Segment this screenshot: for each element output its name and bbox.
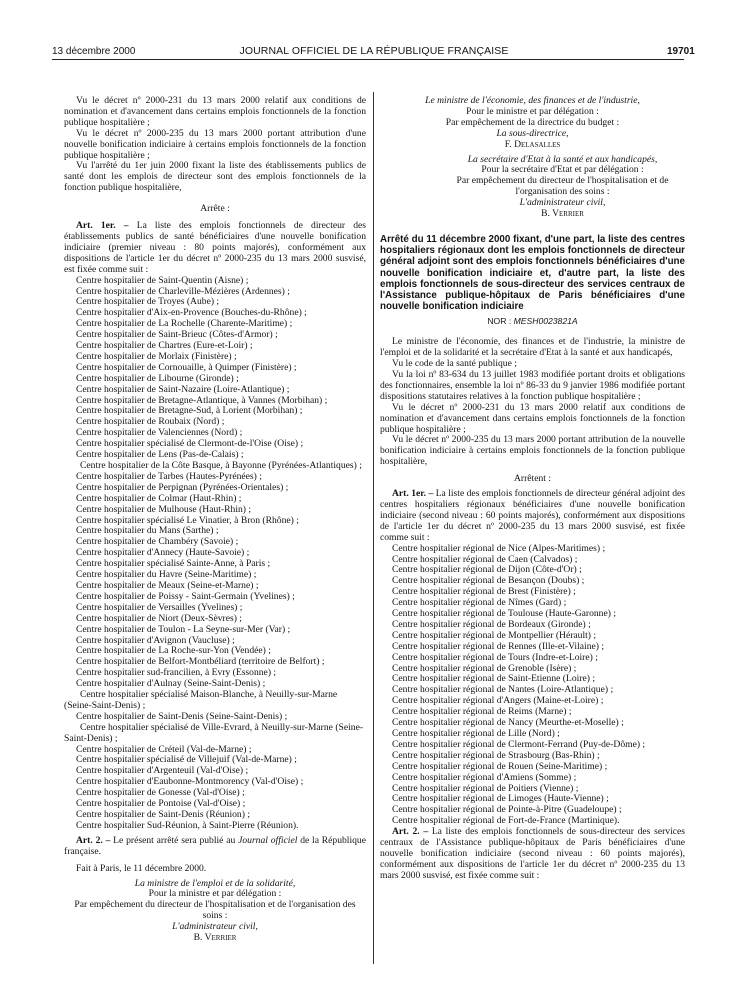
signatory-role: L'administrateur civil, (519, 197, 606, 209)
list-item: Centre hospitalier de Saint-Brieuc (Côtes-d'Armor) ; (76, 329, 278, 341)
issue-date: 13 décembre 2000 (52, 46, 136, 57)
list-item: Centre hospitalier régional de Brest (Finistère) ; (392, 586, 576, 598)
list-item: Centre hospitalier régional de Limoges (Haute-Vienne) ; (392, 793, 609, 805)
list-item: Centre hospitalier régional de Montpellier (Hérault) ; (392, 629, 597, 641)
list-item: Centre hospitalier de Versailles (Yvelines) ; (76, 601, 243, 613)
visa-paragraph: Vu le décret nº 2000-235 du 13 mars 2000 portant attribution d'une nouvelle bonification indiciaire à certains emplois fonctionnels de la fonction publique hospitalière ; (64, 127, 366, 161)
visa-paragraph: Vu l'arrêté du 1er juin 2000 fixant la liste des établissements publics de santé dont les emplois de directeur sont des emplois fonctionnels de la fonction publique hospitalière, (64, 160, 366, 194)
list-item: Centre hospitalier régional de Rennes (Ille-et-Vilaine) ; (392, 640, 605, 652)
visa-paragraph: Vu la loi nº 83-634 du 13 juillet 1983 modifiée portant droits et obligations des fonctionnaires, ensemble la loi nº 86-33 du 9 janvier 1986 modifiée portant dispositions statutaires relatives à la fonction publique hospitalière ; (380, 369, 685, 402)
list-item: Centre hospitalier d'Aulnay (Seine-Saint-Denis) ; (76, 678, 266, 690)
list-item: Centre hospitalier de Chartres (Eure-et-Loir) ; (76, 340, 253, 352)
list-item: Centre hospitalier régional de Besançon (Doubs) ; (392, 575, 585, 587)
list-item: Centre hospitalier de La Rochelle (Charente-Maritime) ; (76, 318, 293, 330)
page-header (0, 40, 748, 58)
right-column (380, 96, 685, 882)
signatory-title: Le ministre de l'économie, des finances et de l'industrie, (425, 95, 640, 106)
list-item: Centre hospitalier de Poissy - Saint-Germain (Yvelines) ; (76, 590, 295, 602)
list-item: Centre hospitalier régional de Nantes (Loire-Atlantique) ; (392, 684, 614, 696)
list-item: Centre hospitalier de Pontoise (Val-d'Oise) ; (76, 798, 246, 810)
list-item: Centre hospitalier régional de Caen (Calvados) ; (392, 553, 578, 565)
journal-title: JOURNAL OFFICIEL DE LA RÉPUBLIQUE FRANÇAISE (239, 45, 509, 57)
list-item: Centre hospitalier d'Aix-en-Provence (Bouches-du-Rhône) ; (76, 307, 307, 319)
signatory-role: L'administrateur civil, (172, 921, 258, 933)
article-label: Art. 1er. – (76, 220, 129, 232)
list-item: Centre hospitalier du Havre (Seine-Maritime) ; (76, 569, 257, 581)
delegation-line: Pour la secrétaire d'Etat et par délégation : (481, 164, 644, 176)
list-item: Centre hospitalier spécialisé de Ville-Evrard, à Neuilly-sur-Marne (Seine-Saint-Denis) ; (64, 721, 364, 744)
visa-paragraph: Vu le code de la santé publique ; (392, 358, 517, 370)
preamble: Le ministre de l'économie, des finances et de l'industrie, la ministre de l'emploi et de la solidarité et la secrétaire d'Etat à la santé et aux handicapés, (380, 336, 685, 359)
list-item: Centre hospitalier Sud-Réunion, à Saint-Pierre (Réunion). (76, 819, 299, 831)
list-item: Centre hospitalier spécialisé de Villejuif (Val-de-Marne) ; (76, 754, 297, 766)
list-item: Centre hospitalier de Perpignan (Pyrénées-Orientales) ; (76, 481, 289, 493)
visa-paragraph: Vu le décret nº 2000-231 du 13 mars 2000 relatif aux conditions de nomination et d'avancement dans certains emplois fonctionnels de la fonction publique hospitalière ; (64, 95, 366, 128)
list-item: Centre hospitalier régional de Nice (Alpes-Maritimes) ; (392, 542, 606, 554)
arrete-title: Arrêté du 11 décembre 2000 fixant, d'une part, la liste des centres hospitaliers régionaux dont les emplois fonctionnels de directeur général adjoint sont des emplois fonctionnels bénéficiaires d'une nouvelle bonification indiciaire et, d'autre part, la liste des emplois fonctionnels de sous-directeur des services centraux de l'Assistance publique-hôpitaux de Paris bénéficiaires d'une nouvelle bonification indiciaire (380, 233, 685, 313)
list-item: Centre hospitalier de Troyes (Aube) ; (76, 296, 220, 308)
signatory-title: La secrétaire d'Etat à la santé et aux handicapés, (467, 153, 658, 165)
delegation-line: Pour la ministre et par délégation : (148, 888, 282, 900)
list-item: Centre hospitalier de Bretagne-Sud, à Lorient (Morbihan) ; (76, 405, 303, 417)
arrete-heading: Arrêtent : (513, 473, 552, 485)
list-item: Centre hospitalier de Belfort-Montbéliard (territoire de Belfort) ; (76, 656, 325, 668)
arrete-heading: Arrête : (200, 203, 230, 215)
list-item: Centre hospitalier de La Roche-sur-Yon (Vendée) ; (76, 645, 271, 657)
list-item: Centre hospitalier sud-francilien, à Evry (Essonne) ; (76, 667, 277, 679)
article-1 (64, 221, 366, 276)
empechement-line: Par empêchement du directeur de l'hospitalisation et de l'organisation des soins : (74, 899, 356, 922)
empechement-line: Par empêchement du directeur de l'hospitalisation et de l'organisation des soins : (456, 175, 669, 198)
list-item: Centre hospitalier spécialisé de Clermont-de-l'Oise (Oise) ; (76, 438, 304, 450)
list-item: Centre hospitalier de Niort (Deux-Sèvres) ; (76, 612, 242, 624)
article-text: La liste des emplois fonctionnels de directeur des établissements publics de santé bénéficiaires d'une nouvelle bonification indiciaire (premier niveau : 80 points majorés), conformément aux dispositions de l'article 1er du décret nº 2000-235 du 13 mars 2000 susvisé, est fixée comme suit : (64, 220, 366, 275)
signatory-name: B. Verrier (193, 932, 237, 944)
list-item: Centre hospitalier de Mulhouse (Haut-Rhin) ; (76, 503, 252, 515)
list-item: Centre hospitalier régional de Dijon (Côte-d'Or) ; (392, 564, 582, 576)
list-item: Centre hospitalier de la Côte Basque, à Bayonne (Pyrénées-Atlantiques) ; (80, 460, 362, 471)
list-item: Centre hospitalier de Bretagne-Atlantique, à Vannes (Morbihan) ; (76, 394, 328, 406)
list-item: Centre hospitalier de Saint-Denis (Réunion) ; (76, 809, 250, 820)
header-rule (52, 59, 684, 60)
signature-block (380, 96, 685, 151)
list-item: Centre hospitalier régional de Reims (Marne) ; (392, 706, 572, 718)
list-item: Centre hospitalier régional de Bordeaux (Gironde) ; (392, 618, 591, 630)
list-item: Centre hospitalier régional d'Amiens (Somme) ; (392, 771, 577, 783)
list-item: Centre hospitalier régional de Saint-Etienne (Loire) ; (392, 673, 595, 685)
list-item: Centre hospitalier de Saint-Nazaire (Loire-Atlantique) ; (76, 383, 290, 395)
hospital-list (380, 544, 685, 828)
list-item: Centre hospitalier régional de Lille (Nord) ; (392, 728, 560, 740)
signatory-role: La sous-directrice, (496, 127, 569, 139)
list-item: Centre hospitalier spécialisé Sainte-Anne, à Paris ; (76, 558, 271, 570)
nor-reference: NOR : MESH0023821A (487, 316, 578, 327)
list-item: Centre hospitalier de Gonesse (Val-d'Oise) ; (76, 787, 245, 799)
visa-paragraph: Vu le décret nº 2000-235 du 13 mars 2000 portant attribution de la nouvelle bonification indiciaire à certains emplois fonctionnels de la fonction publique hospitalière, (380, 434, 685, 468)
column-divider (373, 92, 374, 964)
list-item: Centre hospitalier régional de Pointe-à-Pitre (Guadeloupe) ; (392, 804, 622, 816)
list-item: Centre hospitalier régional de Clermont-Ferrand (Puy-de-Dôme) ; (392, 738, 646, 750)
signatory-name: F. Delasalles (504, 138, 561, 150)
list-item: Centre hospitalier d'Eaubonne-Montmorency (Val-d'Oise) ; (76, 776, 304, 788)
list-item: Centre hospitalier spécialisé Maison-Blanche, à Neuilly-sur-Marne (Seine-Saint-Denis) ; (64, 689, 338, 711)
list-item: Centre hospitalier de Morlaix (Finistère) ; (76, 350, 237, 362)
article-text: La liste des emplois fonctionnels de directeur général adjoint des centres hospitaliers régionaux bénéficiaires d'une nouvelle bonification indiciaire (second niveau : 60 points majorés), conformément aux dispositions de l'article 1er du décret nº 2000-235 du 13 mars 2000 susvisé, est fixée comme suit : (380, 488, 685, 543)
list-item: Centre hospitalier régional de Nîmes (Gard) ; (392, 597, 567, 609)
list-item: Centre hospitalier régional de Rouen (Seine-Maritime) ; (392, 760, 608, 772)
list-item: Centre hospitalier de Saint-Denis (Seine-Saint-Denis) ; (76, 710, 288, 722)
page-number: 19701 (667, 46, 695, 57)
list-item: Centre hospitalier de Cornouaille, à Quimper (Finistère) ; (76, 361, 297, 373)
list-item: Centre hospitalier de Valenciennes (Nord) ; (76, 427, 243, 439)
list-item: Centre hospitalier de Meaux (Seine-et-Marne) ; (76, 579, 259, 591)
list-item: Centre hospitalier de Roubaix (Nord) ; (76, 416, 225, 428)
list-item: Centre hospitalier de Toulon - La Seyne-sur-Mer (Var) ; (76, 623, 291, 635)
hospital-list (64, 276, 366, 832)
list-item: Centre hospitalier régional de Tours (Indre-et-Loire) ; (392, 651, 598, 663)
signature-block (64, 879, 366, 944)
left-column (64, 96, 366, 944)
article-2: Art. 2. – Le présent arrêté sera publié au Journal officiel de la République française. (64, 834, 366, 857)
article-2 (380, 827, 685, 882)
list-item: Centre hospitalier du Mans (Sarthe) ; (76, 525, 219, 537)
article-1 (380, 489, 685, 544)
list-item: Centre hospitalier de Créteil (Val-de-Marne) ; (76, 743, 252, 755)
empechement-line: Par empêchement de la directrice du budget : (445, 116, 620, 128)
list-item: Centre hospitalier d'Argenteuil (Val-d'Oise) ; (76, 765, 249, 777)
list-item: Centre hospitalier de Saint-Quentin (Aisne) ; (76, 274, 249, 286)
list-item: Centre hospitalier spécialisé Le Vinatier, à Bron (Rhône) ; (76, 514, 299, 526)
list-item: Centre hospitalier régional d'Angers (Maine-et-Loire) ; (392, 695, 604, 707)
list-item: Centre hospitalier d'Annecy (Haute-Savoie) ; (76, 547, 250, 559)
list-item: Centre hospitalier de Lens (Pas-de-Calais) ; (76, 449, 244, 461)
list-item: Centre hospitalier régional de Strasbourg (Bas-Rhin) ; (392, 749, 600, 761)
list-item: Centre hospitalier de Charleville-Mézières (Ardennes) ; (76, 285, 290, 297)
list-item: Centre hospitalier régional de Poitiers (Vienne) ; (392, 782, 579, 794)
list-item: Centre hospitalier de Colmar (Haut-Rhin) ; (76, 492, 242, 504)
visa-paragraph: Vu le décret nº 2000-231 du 13 mars 2000 relatif aux conditions de nomination et d'avancement dans certains emplois fonctionnels de la fonction publique hospitalière ; (380, 401, 685, 435)
article-text: La liste des emplois fonctionnels de sous-directeur des services centraux de l'Assistance publique-hôpitaux de Paris bénéficiaires d'une nouvelle bonification indiciaire (second niveau : 60 points majorés), conformément aux dispositions de l'article 1er du décret nº 2000-235 du 13 mars 2000 susvisé, est fixée comme suit : (380, 826, 685, 881)
article-label: Art. 1er. – (392, 488, 434, 500)
signature-block (380, 155, 685, 220)
list-item: Centre hospitalier de Chambéry (Savoie) ; (76, 536, 239, 548)
delegation-line: Pour le ministre et par délégation : (466, 105, 599, 117)
list-item: Centre hospitalier régional de Toulouse (Haute-Garonne) ; (392, 608, 616, 620)
list-item: Centre hospitalier régional de Grenoble (Isère) ; (392, 662, 577, 674)
article-label: Art. 2. – (392, 826, 429, 838)
list-item: Centre hospitalier régional de Fort-de-France (Martinique). (392, 815, 620, 827)
list-item: Centre hospitalier régional de Nancy (Meurthe-et-Moselle) ; (392, 717, 624, 729)
list-item: Centre hospitalier de Tarbes (Hautes-Pyrénées) ; (76, 470, 262, 482)
article-label: Art. 2. – (76, 834, 111, 846)
fait-a-paris: Fait à Paris, le 11 décembre 2000. (76, 862, 207, 874)
list-item: Centre hospitalier d'Avignon (Vaucluse) ; (76, 634, 235, 646)
list-item: Centre hospitalier de Libourne (Gironde) ; (76, 372, 239, 384)
signatory-title: La ministre de l'emploi et de la solidarité, (134, 877, 296, 889)
signatory-name: B. Verrier (541, 208, 584, 220)
